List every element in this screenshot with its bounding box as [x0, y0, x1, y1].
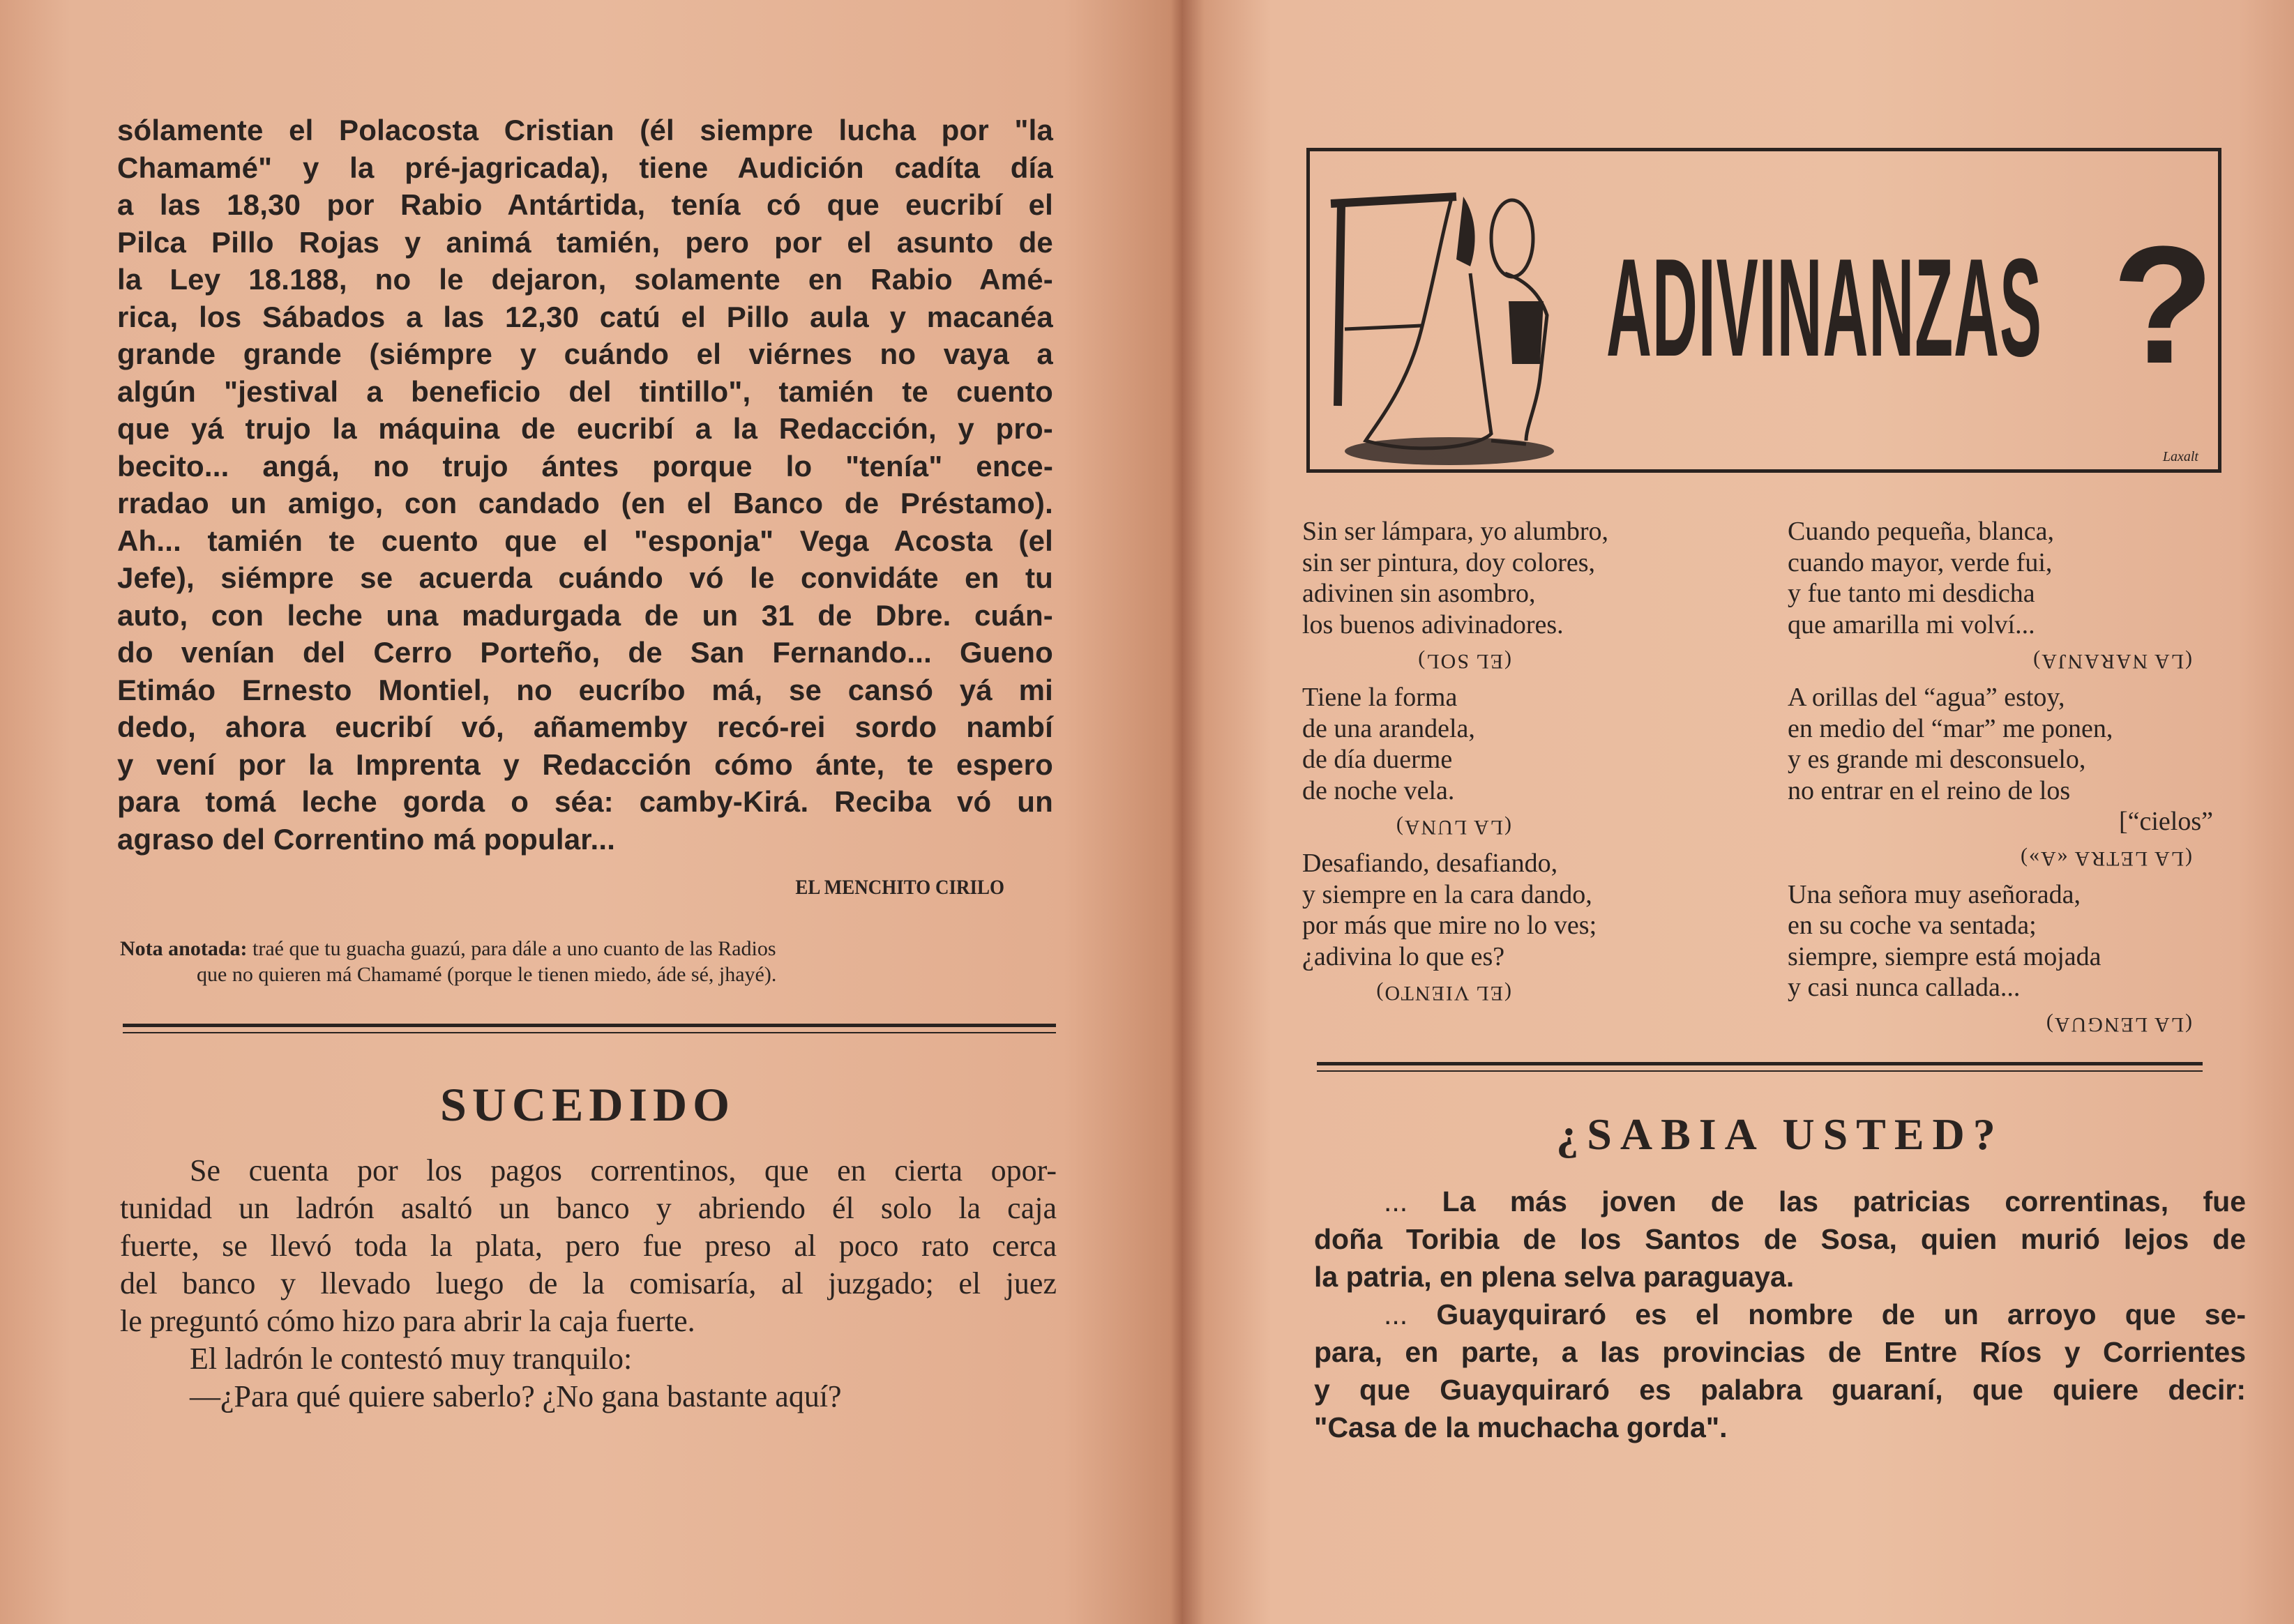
- sabia-usted-heading: ¿SABIA USTED?: [1556, 1109, 2004, 1159]
- divider: [123, 1024, 1056, 1027]
- riddle-answer-upside-down: [1302, 806, 1721, 848]
- text-line: —¿Para qué quiere saberlo? ¿No gana bastante aquí?: [190, 1379, 842, 1413]
- text: Guayquiraró es el nombre de un arroyo que se-: [1436, 1298, 2246, 1330]
- text: La más joven de las patricias correntinas, fue: [1442, 1185, 2246, 1217]
- riddle-line: y fue tanto mi desdicha: [1788, 579, 2035, 608]
- divider: [1317, 1062, 2203, 1065]
- text: y que Guayquiraró es palabra guaraní, que quiere decir:: [1314, 1374, 2246, 1406]
- question-mark-graphic: ?: [2112, 211, 2214, 398]
- riddle-line: por más que mire no lo ves;: [1302, 911, 1597, 940]
- note-text-2: que no quieren má Chamamé (porque le tienen miedo, áde sé, jhayé).: [197, 963, 777, 986]
- text-line: y vení por la Imprenta y Redacción cómo ánte, te espero: [117, 748, 1053, 781]
- riddle-line: cuando mayor, verde fui,: [1788, 547, 2053, 577]
- text-line: Ah... tamién te cuento que el "esponja" Vega Acosta (el: [117, 524, 1053, 557]
- text-line: le preguntó cómo hizo para abrir la caja fuerte.: [120, 1304, 695, 1338]
- riddle-line: sin ser pintura, doy colores,: [1302, 547, 1596, 577]
- text: doña Toribia de los Santos de Sosa, quien murió lejos de: [1314, 1223, 2246, 1255]
- text-line: rica, los Sábados a las 12,30 catú el Pillo aula y macanéa: [117, 300, 1053, 333]
- riddle-answer-upside-down: [1788, 1003, 2213, 1045]
- riddle: [1788, 516, 2213, 682]
- ellipsis: ...: [1384, 1185, 1408, 1217]
- riddle-answer: (LA LETRA «A»): [2019, 847, 2192, 870]
- riddle-answer-upside-down: [1302, 640, 1721, 682]
- riddle-line: en su coche va sentada;: [1788, 911, 2037, 940]
- adivinanzas-banner: [1306, 148, 2221, 473]
- text: la patria, en plena selva paraguaya.: [1314, 1261, 1795, 1293]
- riddle-line: adivinen sin asombro,: [1302, 579, 1536, 608]
- divider: [1317, 1070, 2203, 1072]
- riddle-line: que amarilla mi volví...: [1788, 609, 2035, 639]
- riddle: [1788, 879, 2213, 1045]
- text-line: que yá trujo la máquina de eucribí a la Redacción, y pro-: [117, 412, 1053, 445]
- riddle-line: [“cielos”: [2118, 807, 2213, 836]
- text-line: do venían del Cerro Porteño, de San Fernando... Gueno: [117, 636, 1053, 669]
- riddle-answer-upside-down: [1788, 837, 2213, 879]
- riddle-line: de día duerme: [1302, 745, 1453, 774]
- riddles-column-1: [1302, 516, 1721, 1014]
- riddle-line: y casi nunca callada...: [1788, 973, 2021, 1002]
- riddle-answer: (EL VIENTO): [1375, 982, 1511, 1005]
- note: [120, 936, 1055, 987]
- adivinanzas-title: ADIVINANZAS: [1606, 230, 2042, 386]
- riddle-line: siempre, siempre está mojada: [1788, 941, 2101, 971]
- riddle-answer: (LA LUNA): [1394, 816, 1511, 839]
- text-line: tunidad un ladrón asaltó un banco y abriendo él solo la caja: [120, 1191, 1057, 1225]
- text-line: [1314, 1409, 2246, 1446]
- ellipsis: ...: [1384, 1298, 1408, 1330]
- riddle-line: Sin ser lámpara, yo alumbro,: [1302, 517, 1609, 546]
- riddle-answer-upside-down: [1788, 640, 2213, 682]
- text-line: para tomá leche gorda o séa: camby-Kirá. Reciba vó un: [117, 785, 1053, 818]
- riddle: [1788, 682, 2213, 879]
- text-line: dedo, ahora eucribí vó, añamemby recó-rei sordo nambí: [117, 711, 1053, 743]
- text: "Casa de la muchacha gorda".: [1314, 1411, 1728, 1443]
- riddle-line: A orillas del “agua” estoy,: [1788, 683, 2065, 712]
- text-line: [1314, 1183, 2246, 1220]
- text-line: grande grande (siémpre y cuándo el viérnes no vaya a: [117, 337, 1053, 370]
- text-line: [1314, 1258, 2246, 1296]
- couple-illustration: [1317, 155, 1596, 469]
- riddle-line: y siempre en la cara dando,: [1302, 879, 1592, 909]
- riddle: [1302, 516, 1721, 682]
- text-line: Etimáo Ernesto Montiel, no eucríbo má, se cansó yá mi: [117, 673, 1053, 706]
- text-line: la Ley 18.188, no le dejaron, solamente en Rabio Amé-: [117, 263, 1053, 296]
- sucedido-heading: SUCEDIDO: [440, 1078, 735, 1131]
- riddle-line: no entrar en el reino de los: [1788, 775, 2071, 805]
- riddle-answer: (EL SOL): [1417, 650, 1511, 673]
- riddle-line: Tiene la forma: [1302, 683, 1458, 712]
- riddle-line: Una señora muy aseñorada,: [1788, 879, 2081, 909]
- text-line: [1314, 1220, 2246, 1258]
- note-text-1: traé que tu guacha guazú, para dále a uno cuanto de las Radios: [252, 937, 776, 960]
- text: para, en parte, a las provincias de Entre Ríos y Corrientes: [1314, 1336, 2246, 1368]
- riddle-answer: (LA NARANJA): [2032, 650, 2192, 673]
- text-line: algún "jestival a beneficio del tintillo", tamién te cuento: [117, 374, 1053, 408]
- text-line: Chamamé" y la pré-jagricada), tiene Audición cadíta día: [117, 151, 1053, 184]
- text-line: a las 18,30 por Rabio Antártida, tenía có que eucribí el: [117, 188, 1053, 221]
- riddle-line: los buenos adivinadores.: [1302, 609, 1564, 639]
- sabia-usted-text: [1314, 1183, 2246, 1446]
- riddle: [1302, 848, 1721, 1014]
- riddle-line: Cuando pequeña, blanca,: [1788, 517, 2054, 546]
- note-label: Nota anotada:: [120, 937, 248, 960]
- text-line: agraso del Correntino má popular...: [117, 822, 616, 856]
- text-line: becito... angá, no trujo ántes porque lo "tenía" ence-: [117, 449, 1053, 483]
- divider: [123, 1032, 1056, 1033]
- riddles-column-2: [1788, 516, 2213, 1045]
- text-line: [1314, 1296, 2246, 1333]
- riddle-line: en medio del “mar” me ponen,: [1788, 713, 2113, 743]
- illustrator-signature: Laxalt: [2162, 449, 2198, 464]
- riddle-line: ¿adivina lo que es?: [1302, 941, 1505, 971]
- riddle: [1302, 682, 1721, 848]
- letter-signature: EL MENCHITO CIRILO: [795, 876, 1004, 899]
- sucedido-story: [120, 1152, 1057, 1416]
- text-line: Jefe), siémpre se acuerda cuándo vó le convidáte en tu: [117, 561, 1053, 594]
- riddle-answer-upside-down: [1302, 972, 1721, 1014]
- riddle-line: de noche vela.: [1302, 775, 1455, 805]
- text-line: del banco y llevado luego de la comisaría, al juzgado; el juez: [120, 1266, 1057, 1300]
- text-line: sólamente el Polacosta Cristian (él siempre lucha por "la: [117, 114, 1053, 146]
- text-line: Se cuenta por los pagos correntinos, que en cierta opor-: [190, 1153, 1057, 1187]
- correntino-letter: [117, 112, 1053, 858]
- text-line: [1314, 1371, 2246, 1409]
- text-line: fuerte, se llevó toda la plata, pero fue preso al poco rato cerca: [120, 1229, 1057, 1263]
- text-line: auto, con leche una madurgada de un 31 de Dbre. cuán-: [117, 598, 1053, 632]
- riddle-line: de una arandela,: [1302, 713, 1475, 743]
- text-line: El ladrón le contestó muy tranquilo:: [190, 1342, 633, 1376]
- riddle-line: y es grande mi desconsuelo,: [1788, 745, 2086, 774]
- text-line: [1314, 1333, 2246, 1371]
- text-line: rradao un amigo, con candado (en el Banco de Préstamo).: [117, 487, 1053, 519]
- text-line: Pilca Pillo Rojas y animá tamién, pero por el asunto de: [117, 225, 1053, 259]
- riddle-answer: (LA LENGUA): [2044, 1012, 2192, 1036]
- riddle-line: Desafiando, desafiando,: [1302, 849, 1558, 878]
